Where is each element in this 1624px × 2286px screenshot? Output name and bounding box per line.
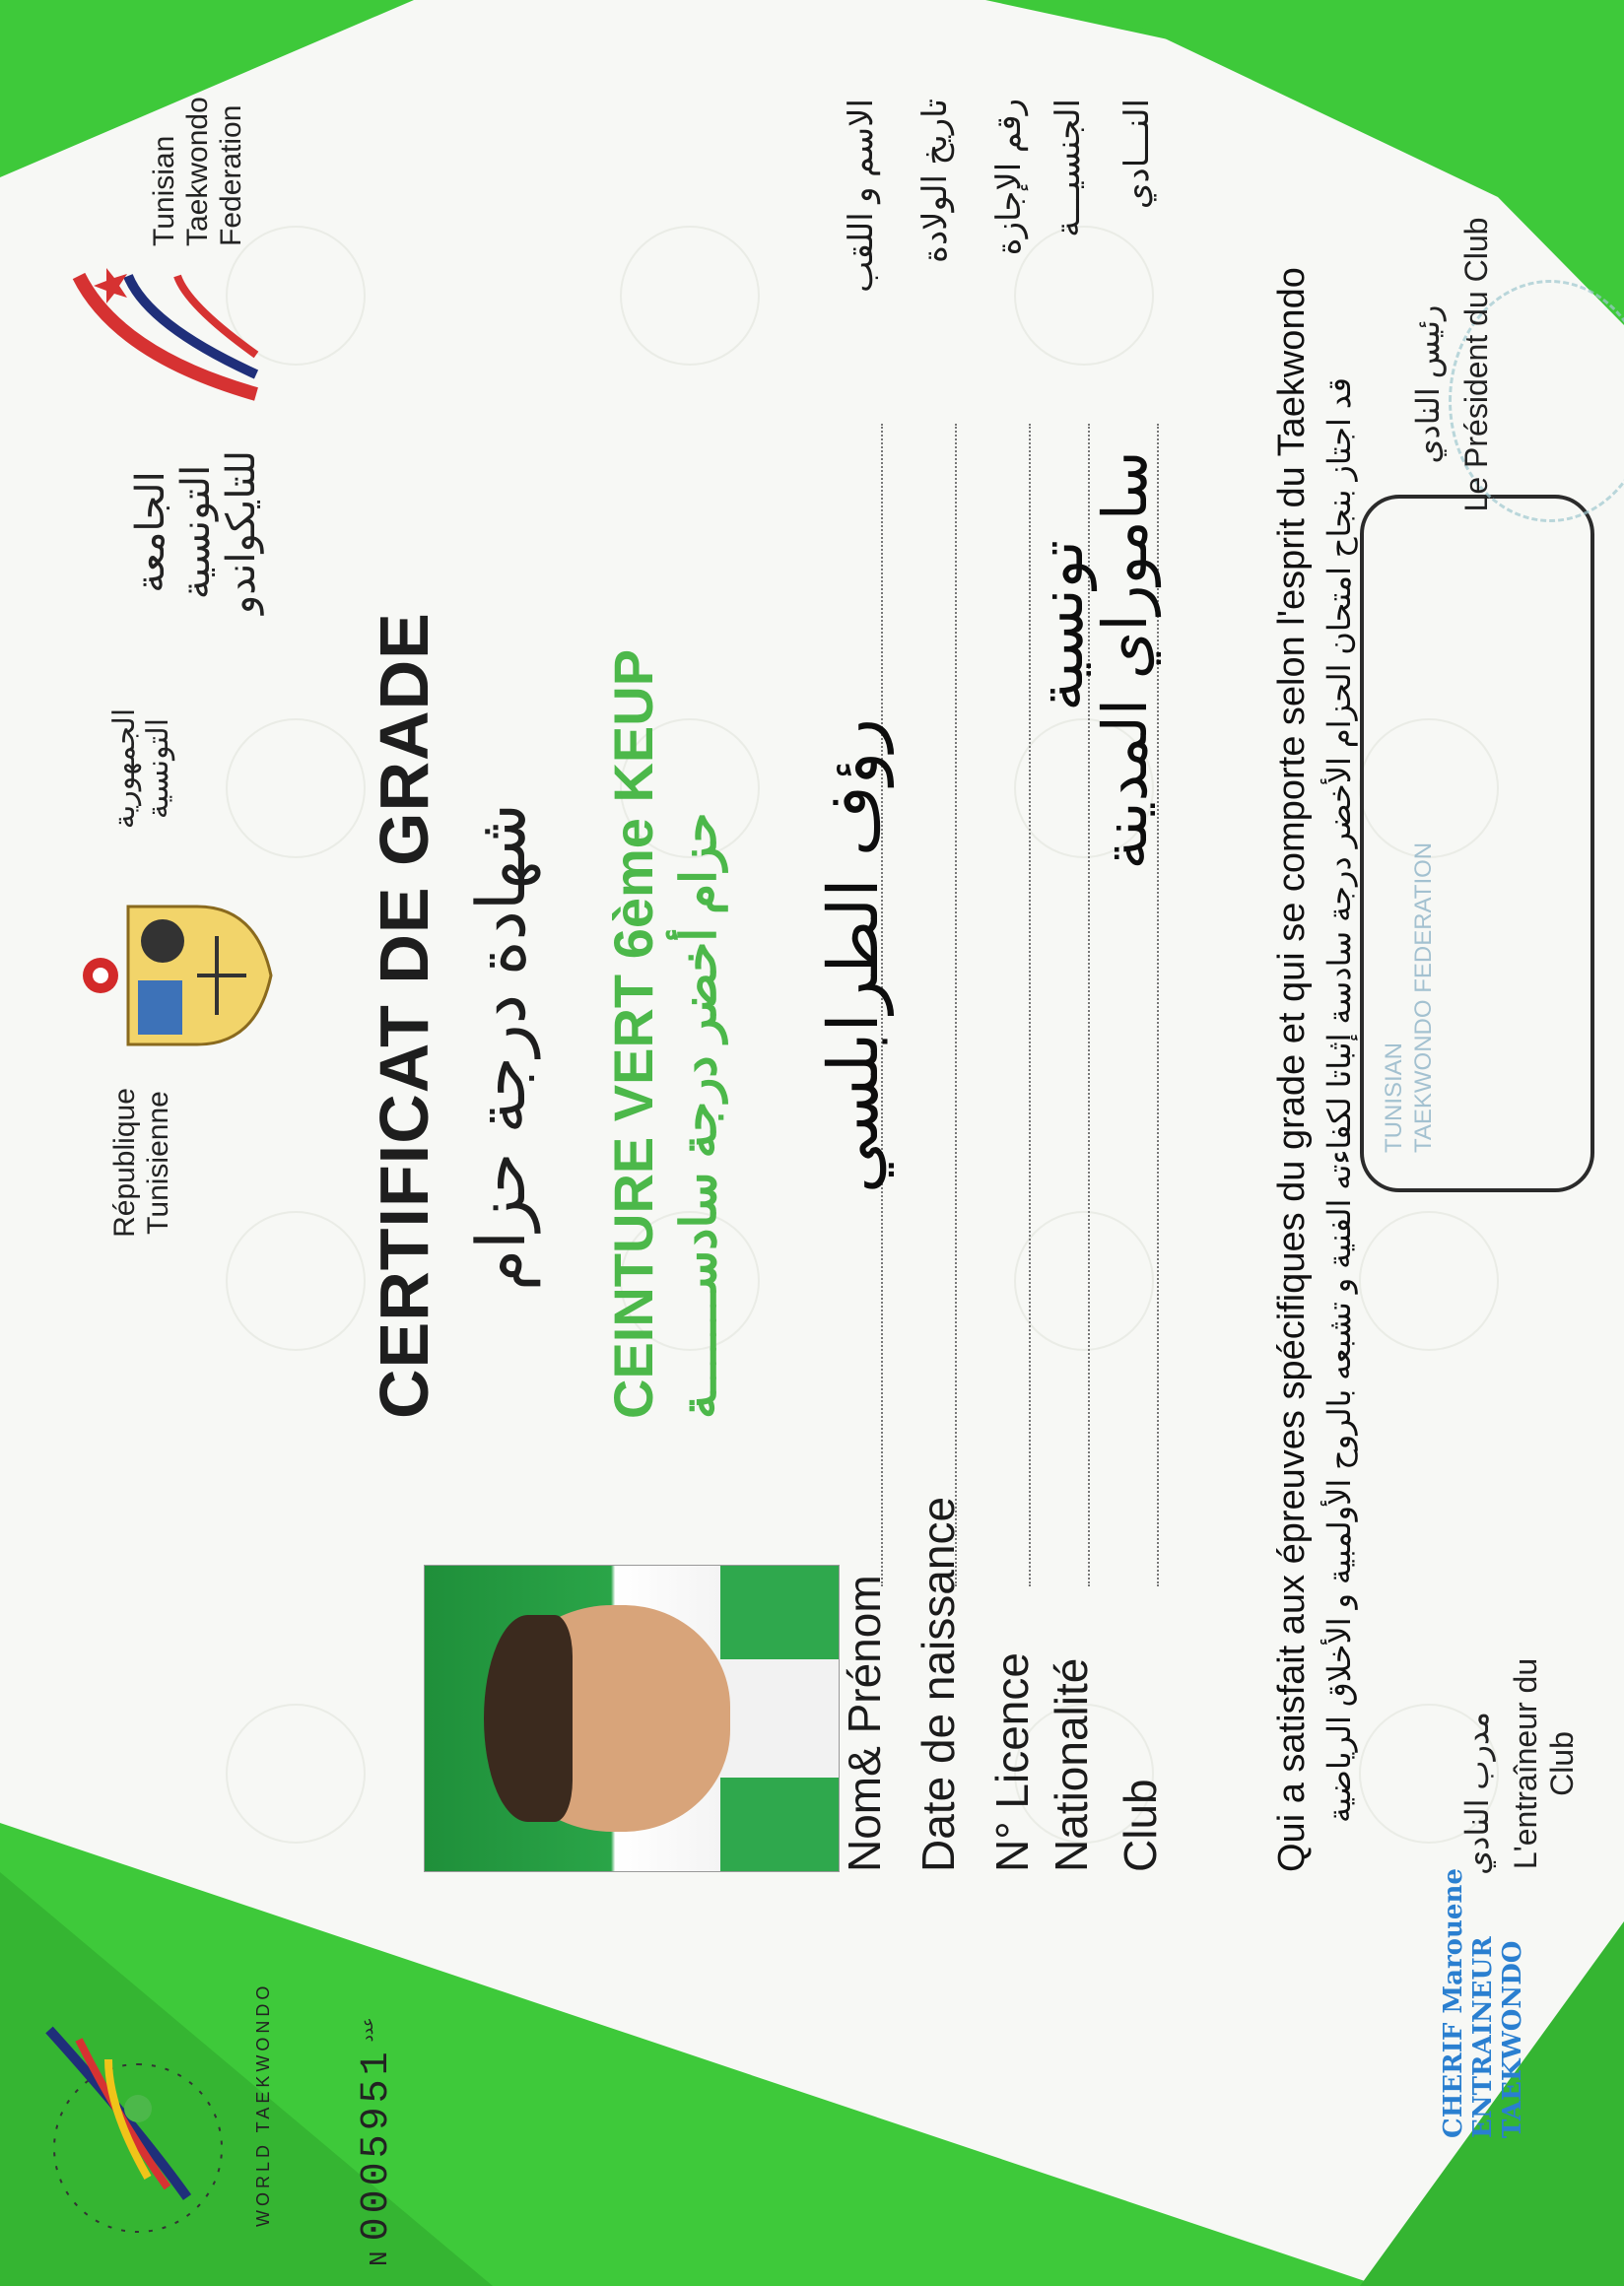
serial-number xyxy=(355,2017,399,2266)
field-line xyxy=(955,424,957,1586)
world-taekwondo-logo xyxy=(20,2000,256,2256)
field-club xyxy=(1089,99,1173,1872)
field-licence xyxy=(985,99,1045,1872)
field-label-fr: Date de naissance xyxy=(913,1496,964,1872)
member-photo xyxy=(424,1565,840,1872)
field-name xyxy=(813,99,897,1872)
belt-grade-fr: CEINTURE VERT 6ème KEUP xyxy=(602,648,664,1419)
republic-label-fr: République Tunisienne xyxy=(108,1088,174,1238)
field-label-fr: Nom& Prénom xyxy=(839,1575,890,1872)
statement-fr: Qui a satisfait aux épreuves spécifiques du grade et qui se comporte selon l'esprit du Taekwondo xyxy=(1271,267,1313,1872)
field-value-handwritten: تونسية xyxy=(1025,540,1097,711)
field-label-fr: N° Licence xyxy=(986,1652,1038,1872)
field-label-fr: Club xyxy=(1115,1779,1166,1872)
certificate-title-fr: CERTIFICAT DE GRADE xyxy=(366,612,442,1419)
field-value-handwritten: ساموراي المدينة xyxy=(1089,450,1161,870)
field-label-ar: الجنسيـــة xyxy=(1049,99,1087,237)
field-label-ar: تاريخ الولادة xyxy=(916,99,954,263)
statement-ar: قد اجتاز بنجاح امتحان الحزام الأخضر درجة سادسة إثباتا لكفاءته الفنية و تشبعه بالروح الأولمبية و الأخلاق الرياضية xyxy=(1321,377,1357,1823)
coach-signature-fr: L'entraîneur du Club xyxy=(1508,1657,1580,1870)
serial-prefix: N xyxy=(365,2247,394,2266)
field-label-ar: الاسم و اللقب xyxy=(843,99,880,293)
federation-label-ar: الجامعة التونسية للتايكواندو xyxy=(129,449,263,615)
field-label-ar: رقم الإجازة xyxy=(990,99,1028,256)
serial-value: 0005951 xyxy=(355,2048,399,2242)
president-signature-fr: Le Président du Club xyxy=(1458,217,1494,512)
federation-label-en: Tunisian Taekwondo Federation xyxy=(148,97,247,246)
certificate-title-ar: شهادة درجة حزام xyxy=(464,803,539,1291)
club-stamp xyxy=(1380,842,1439,1153)
world-taekwondo-text: WORLD TAEKWONDO xyxy=(253,1982,273,2227)
field-nationality xyxy=(1025,99,1104,1872)
field-label-ar: النـــادي xyxy=(1118,99,1156,210)
republic-label-ar: الجمهورية التونسية xyxy=(108,707,174,830)
field-birthdate xyxy=(912,99,971,1872)
field-label-fr: Nationalité xyxy=(1046,1657,1097,1872)
field-value-handwritten: رؤف الطرابلسي xyxy=(813,717,894,1194)
serial-suffix: عدد xyxy=(359,2017,377,2043)
belt-grade-ar: حزام أخضر درجة سادســـــــة xyxy=(671,812,726,1419)
club-stamp-line2: TAEKWONDO FEDERATION xyxy=(1410,841,1437,1153)
federation-logo xyxy=(59,256,276,414)
tunisia-coat-of-arms xyxy=(79,877,276,1074)
president-signature-ar: رئيس النادي xyxy=(1410,304,1446,464)
coach-stamp: CHERIF Marouene ENTRAINEUR TAEKWONDO xyxy=(1439,1868,1527,2138)
coach-signature-ar: مدرب النادي xyxy=(1459,1712,1495,1875)
club-stamp-line1: TUNISIAN xyxy=(1381,1042,1407,1153)
